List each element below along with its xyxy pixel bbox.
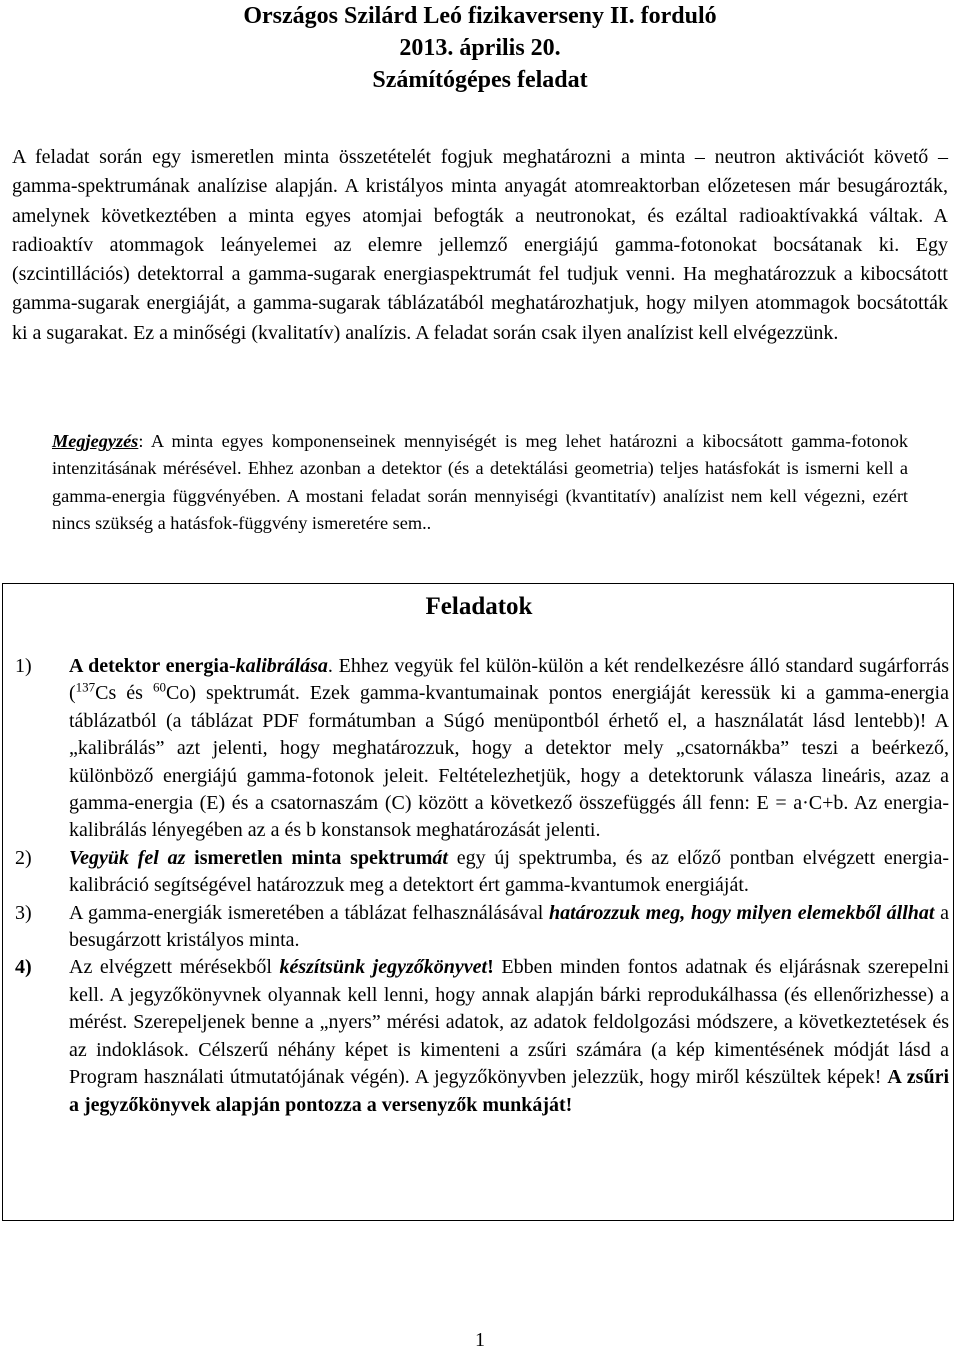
- task-number: 1): [15, 655, 32, 677]
- task-item-4: [3, 954, 955, 1118]
- cs-mass-number: 137: [75, 679, 96, 695]
- task-2-text: egy új spektrumba, és az előző pontban elvégzett energia-kalibráció segítségével határozzuk meg a detektort ért gamma-kvantumok energiáját.: [69, 846, 949, 897]
- task-1-text-b: Cs és: [95, 682, 153, 705]
- task-list: [3, 653, 955, 1119]
- task-number: 3): [15, 901, 32, 924]
- intro-paragraph: A feladat során egy ismeretlen minta összetételét fogjuk meghatározni a minta – neutron aktivációt követő – gamma-spektrumának analízise alapján. A kristályos minta anyagát atomreaktorban előzetesen már besugározták, amelynek következtében a minta egyes atomjai befogták a neutronokat, és ezáltal radioaktívakká váltak. A radioaktív atommagok leányelemei az elemre jellemző energiájú gamma-fotonokat bocsátanak ki. Egy (szcintillációs) detektorral a gamma-sugarak energiaspektrumát fel tudjuk venni. Ha meghatározzuk a kibocsátott gamma-sugarak energiáját, a gamma-sugarak táblázatából meghatározhatjuk, hogy milyen atommagok bocsátották ki a sugarakat. Ez a minőségi (kvalitatív) analízis. A feladat során csak ilyen analízist kell elvégezzünk.: [12, 146, 948, 344]
- task-2-heading-emph: Vegyük fel az: [69, 846, 195, 869]
- competition-date: 2013. április 20.: [399, 35, 561, 61]
- task-item-3: [3, 900, 955, 955]
- note-paragraph: [52, 428, 908, 538]
- task-number: 2): [15, 846, 32, 869]
- tasks-title: Feladatok: [425, 593, 533, 620]
- task-4-bang: !: [487, 956, 494, 979]
- task-1-heading: A detektor energia-: [69, 655, 236, 677]
- task-item-2: [3, 845, 955, 900]
- co-mass-number: 60: [152, 679, 166, 695]
- task-type-title: Számítógépes feladat: [372, 67, 588, 93]
- task-4-text-2: Ebben minden fontos adatnak és eljárásnak szerepelni kell. A jegyzőkönyvnek olyannak kell lenni, hogy annak alapján bárki reprodukálhassa (és ellenőrizhesse) a mérést. Szerepeljenek benne a „nyers” mérési adatok, az adatok feldolgozási módszere, a következtetések és az indoklások. Célszerű néhány képet is kimenteni a zsűri számára (a kép kimentésének módját lásd a Program használati útmutatójának végén). A jegyzőkönyvben jelezzük, hogy miről készültek képek!: [69, 956, 949, 1089]
- task-3-text-2: a besugárzott kristályos minta.: [69, 901, 949, 952]
- task-1-heading-emph: kalibrálása: [235, 655, 328, 677]
- note-text: : A minta egyes komponenseinek mennyiségét is meg lehet határozni a kibocsátott gamma-fotonok intenzitásának mérésével. Ehhez azonban a detektor (és a detektálási geometria) teljes hatásfokát is ismerni kell a gamma-energia függvényében. A mostani feladat során mennyiségi (kvantitatív) analízist nem kell végezni, ezért nincs szükség a hatásfok-függvény ismeretére sem..: [52, 431, 908, 534]
- task-4-emph: készítsünk jegyzőkönyvet: [279, 956, 488, 979]
- competition-title: Országos Szilárd Leó fizikaverseny II. forduló: [243, 3, 717, 29]
- task-1-text-a: . Ehhez vegyük fel külön-külön a két rendelkezésre álló standard sugárforrás (: [69, 655, 949, 705]
- task-3-text: A gamma-energiák ismeretében a táblázat felhasználásával: [69, 901, 549, 924]
- task-1-text-c: Co) spektrumát. Ezek gamma-kvantumainak pontos energiáját keressük ki a gamma-energia táblázatból (a táblázat PDF formátumban a Súgó menüpontból érhető el, a használatát lásd lentebb)! A „kalibrálás” azt jelenti, hogy meghatározzuk, hogy a detektor mely „csatornákba” teszi a beérkező, különböző energiájú gamma-fotonok jeleit. Feltételezhetjük, hogy a detektorunk válasza lineáris, azaz a gamma-energia (E) és a csatornaszám (C) között a következő összefüggés áll fenn: E = a·C+b. Az energia-kalibrálás lényegében az a és b konstansok meghatározását jelenti.: [69, 682, 949, 842]
- note-lead: Megjegyzés: [52, 431, 139, 451]
- task-4-closing: A zsűri a jegyzőkönyvek alapján pontozza a versenyzők munkáját!: [69, 1066, 950, 1116]
- task-number: 4): [15, 956, 32, 979]
- tasks-box: [2, 583, 954, 1221]
- task-3-emph: határozzuk meg, hogy milyen elemekből állhat: [548, 901, 935, 924]
- task-4-text: Az elvégzett mérésekből: [69, 956, 280, 979]
- task-2-heading: ismeretlen minta spektrum: [194, 846, 433, 869]
- task-item-1: [3, 653, 955, 845]
- task-2-heading-emph-2: át: [432, 846, 448, 869]
- page-number: 1: [475, 1329, 485, 1351]
